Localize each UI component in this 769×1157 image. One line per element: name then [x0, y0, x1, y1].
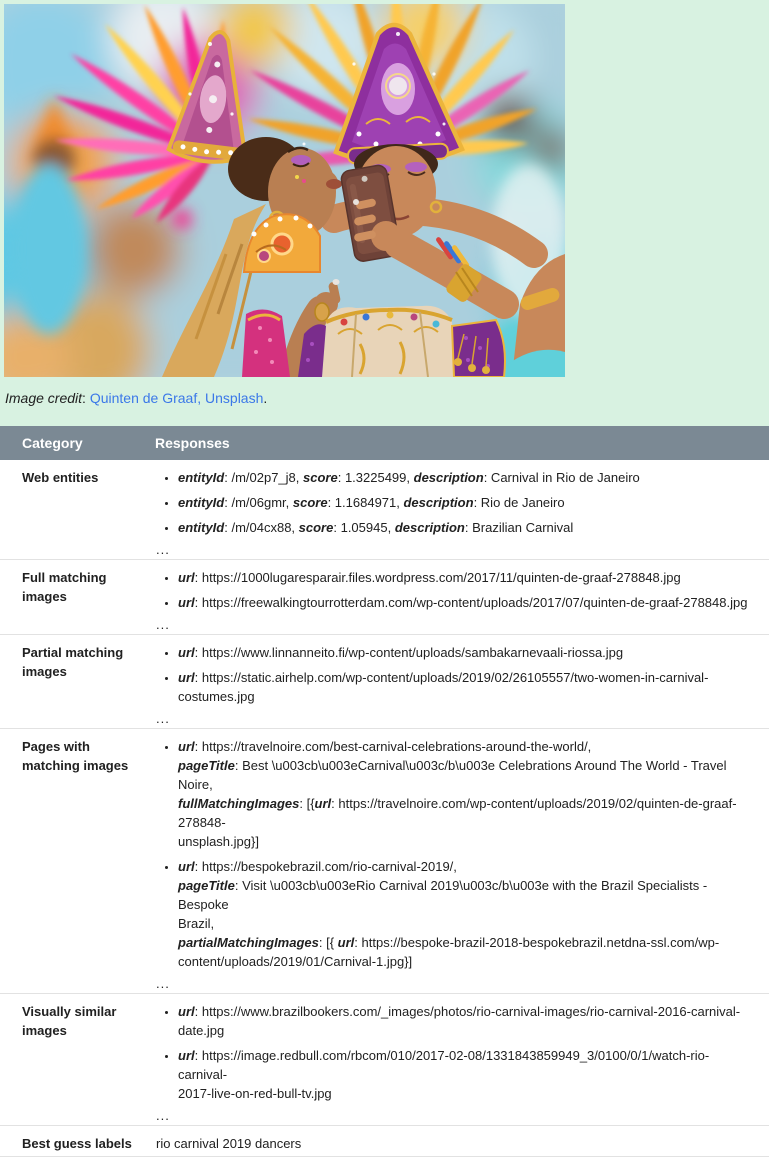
json-value: : https://bespoke-brazil-2018-bespokebrazil.netdna-ssl.com/wp- [354, 935, 720, 950]
response-line [178, 1002, 757, 1021]
image-credit-line [5, 390, 769, 406]
response-line [178, 568, 757, 587]
response-line [178, 933, 757, 952]
response-line [178, 737, 757, 756]
responses-cell [155, 560, 769, 635]
json-key: url [178, 570, 195, 585]
results-table [0, 426, 769, 1157]
json-value: : https://travelnoire.com/wp-content/uploads/2019/02/quinten-de-graaf-278848- [178, 796, 737, 830]
response-item [178, 493, 757, 512]
response-item [178, 857, 757, 971]
category-cell: Web entities [0, 460, 155, 560]
json-value: : Visit \u003cb\u003eRio Carnival 2019\u003c/b\u003e with the Brazil Specialists - Bespoke [178, 878, 708, 912]
json-value: : https://bespokebrazil.com/rio-carnival-2019/, [194, 859, 457, 874]
response-list [156, 468, 757, 537]
json-value: : https://travelnoire.com/best-carnival-celebrations-around-the-world/, [194, 739, 592, 754]
category-cell: Best guess labels [0, 1126, 155, 1157]
response-item [178, 737, 757, 851]
json-value: : /m/04cx88, [224, 520, 299, 535]
response-item [178, 1002, 757, 1040]
json-key: description [413, 470, 484, 485]
response-item [178, 568, 757, 587]
results-table-header [0, 426, 769, 460]
response-line [178, 876, 757, 914]
credit-link-unsplash[interactable]: Unsplash [205, 390, 264, 406]
beige-bodice [322, 306, 456, 377]
category-cell: Full matching images [0, 560, 155, 635]
json-value: date.jpg [178, 1023, 225, 1038]
carnival-photo-illustration [4, 4, 565, 377]
json-value: : Carnival in Rio de Janeiro [483, 470, 640, 485]
responses-cell [155, 1126, 769, 1157]
json-key: entityId [178, 470, 225, 485]
json-key: fullMatchingImages [178, 796, 300, 811]
responses-cell [155, 635, 769, 729]
response-line [178, 1084, 757, 1103]
json-value: 2017-live-on-red-bull-tv.jpg [178, 1086, 332, 1101]
json-key: url [178, 1048, 195, 1063]
response-line [178, 643, 757, 662]
json-key: url [178, 645, 195, 660]
json-value: : [{ [318, 935, 338, 950]
response-item [178, 643, 757, 662]
credit-link-author[interactable]: Quinten de Graaf, [89, 390, 202, 406]
category-cell: Pages with matching images [0, 729, 155, 994]
carnival-photo [4, 4, 565, 377]
response-line [178, 493, 757, 512]
results-table-body [0, 460, 769, 1157]
json-key: url [178, 859, 195, 874]
json-value: : Best \u003cb\u003eCarnival\u003c/b\u003e Celebrations Around The World - Travel Noire, [178, 758, 727, 792]
json-key: url [178, 1004, 195, 1019]
json-value: : https://www.linnanneito.fi/wp-content/uploads/sambakarnevaali-riossa.jpg [194, 645, 624, 660]
table-header-responses: Responses [155, 426, 769, 460]
json-value: costumes.jpg [178, 689, 255, 704]
json-value: : 1.3225499, [337, 470, 414, 485]
image-credit-period: . [263, 390, 268, 406]
json-key: entityId [178, 495, 225, 510]
response-line [178, 1021, 757, 1040]
json-key: url [178, 739, 195, 754]
ellipsis-indicator: ... [156, 711, 170, 726]
response-line [178, 668, 757, 687]
table-row [0, 729, 769, 994]
json-key: url [178, 595, 195, 610]
response-line [178, 756, 757, 794]
response-line [178, 794, 757, 832]
json-value: unsplash.jpg}] [178, 834, 259, 849]
json-key: pageTitle [178, 758, 235, 773]
json-key: pageTitle [178, 878, 235, 893]
json-value: : /m/02p7_j8, [224, 470, 304, 485]
response-item [178, 518, 757, 537]
json-key: url [178, 670, 195, 685]
json-value: content/uploads/2019/01/Carnival-1.jpg}] [178, 954, 413, 969]
json-key: url [314, 796, 332, 811]
json-key: score [303, 470, 338, 485]
json-value: : https://www.brazilbookers.com/_images/photos/rio-carnival-images/rio-carnival-2016-carnival- [194, 1004, 741, 1019]
response-text: rio carnival 2019 dancers [156, 1136, 302, 1151]
json-value: : [{ [299, 796, 315, 811]
json-value: : Rio de Janeiro [473, 495, 565, 510]
json-key: description [394, 520, 465, 535]
responses-cell [155, 460, 769, 560]
response-line [178, 914, 757, 933]
header-row [0, 426, 769, 460]
ellipsis-indicator: ... [156, 976, 170, 991]
json-key: score [298, 520, 334, 535]
json-value: : https://1000lugaresparair.files.wordpress.com/2017/11/quinten-de-graaf-278848.jpg [194, 570, 681, 585]
response-line [178, 468, 757, 487]
table-row [0, 460, 769, 560]
responses-cell [155, 729, 769, 994]
json-key: partialMatchingImages [178, 935, 319, 950]
json-value: : 1.05945, [333, 520, 395, 535]
ellipsis-indicator: ... [156, 1108, 170, 1123]
response-list [156, 1002, 757, 1103]
response-item [178, 668, 757, 706]
table-row [0, 1126, 769, 1157]
json-key: entityId [178, 520, 225, 535]
response-line [178, 518, 757, 537]
response-item [178, 468, 757, 487]
json-value: : https://image.redbull.com/rbcom/010/2017-02-08/1331843859949_3/0100/0/1/watch-rio-carnival- [178, 1048, 710, 1082]
json-key: url [337, 935, 355, 950]
ellipsis-indicator: ... [156, 542, 170, 557]
response-list [156, 737, 757, 971]
ellipsis-indicator: ... [156, 617, 170, 632]
response-line [178, 687, 757, 706]
category-cell: Partial matching images [0, 635, 155, 729]
response-line [178, 593, 757, 612]
json-value: : 1.1684971, [327, 495, 404, 510]
image-credit-colon: : [82, 390, 90, 406]
json-key: description [403, 495, 474, 510]
json-key: score [292, 495, 328, 510]
json-value: : Brazilian Carnival [464, 520, 574, 535]
responses-cell [155, 994, 769, 1126]
table-row [0, 994, 769, 1126]
response-list [156, 643, 757, 706]
response-line [178, 1046, 757, 1084]
json-value: : https://static.airhelp.com/wp-content/uploads/2019/02/26105557/two-women-in-carnival- [194, 670, 709, 685]
response-line [178, 952, 757, 971]
json-value: : https://freewalkingtourrotterdam.com/wp-content/uploads/2017/07/quinten-de-graaf-278848.jpg [194, 595, 748, 610]
response-item [178, 593, 757, 612]
table-row [0, 560, 769, 635]
response-line [178, 857, 757, 876]
category-cell: Visually similar images [0, 994, 155, 1126]
response-list [156, 568, 757, 612]
table-row [0, 635, 769, 729]
json-value: : /m/06gmr, [224, 495, 293, 510]
table-header-category: Category [0, 426, 155, 460]
response-line [178, 832, 757, 851]
image-credit-label: Image credit [5, 390, 83, 406]
json-value: Brazil, [178, 916, 215, 931]
